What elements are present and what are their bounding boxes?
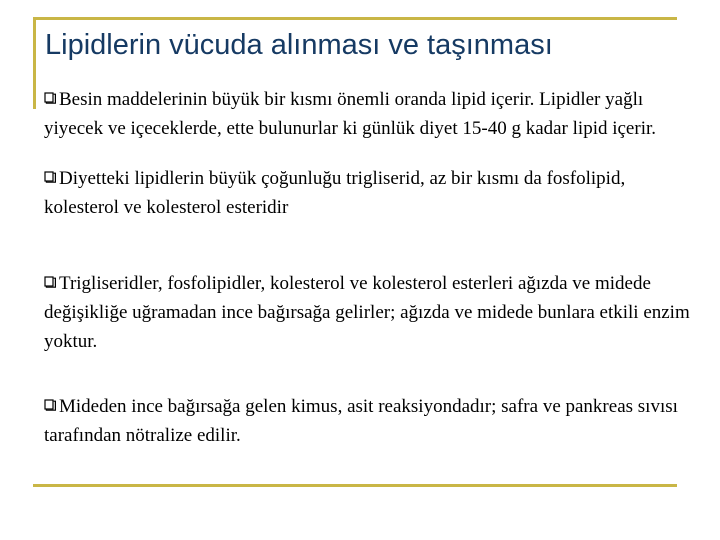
square-bullet-icon [44, 171, 57, 183]
bullet-text: Besin maddelerinin büyük bir kısmı önemli oranda lipid içerir. Lipidler yağlı yiyecek ve içeceklerde, ette bulunurlar ki günlük diyet 15-40 g kadar lipid içerir. [44, 89, 656, 139]
bullet-item [44, 269, 694, 356]
square-bullet-icon [44, 276, 57, 288]
square-bullet-icon [44, 399, 57, 411]
bullet-item [44, 164, 694, 222]
frame-bottom-rule [33, 484, 677, 487]
frame-top-rule [33, 17, 677, 20]
square-bullet-icon [44, 92, 57, 104]
bullet-text: Trigliseridler, fosfolipidler, kolesterol ve kolesterol esterleri ağızda ve midede değişikliğe uğramadan ince bağırsağa gelirler; ağızda ve midede bunlara etkili enzim yoktur. [44, 273, 690, 352]
bullet-text: Diyetteki lipidlerin büyük çoğunluğu trigliserid, az bir kısmı da fosfolipid, kolesterol ve kolesterol esteridir [44, 168, 626, 218]
bullet-item [44, 392, 694, 450]
slide-title: Lipidlerin vücuda alınması ve taşınması [45, 29, 553, 61]
bullet-item [44, 85, 694, 143]
frame-left-rule [33, 17, 36, 109]
bullet-list [44, 85, 694, 450]
bullet-text: Mideden ince bağırsağa gelen kimus, asit reaksiyondadır; safra ve pankreas sıvısı tarafından nötralize edilir. [44, 396, 678, 446]
